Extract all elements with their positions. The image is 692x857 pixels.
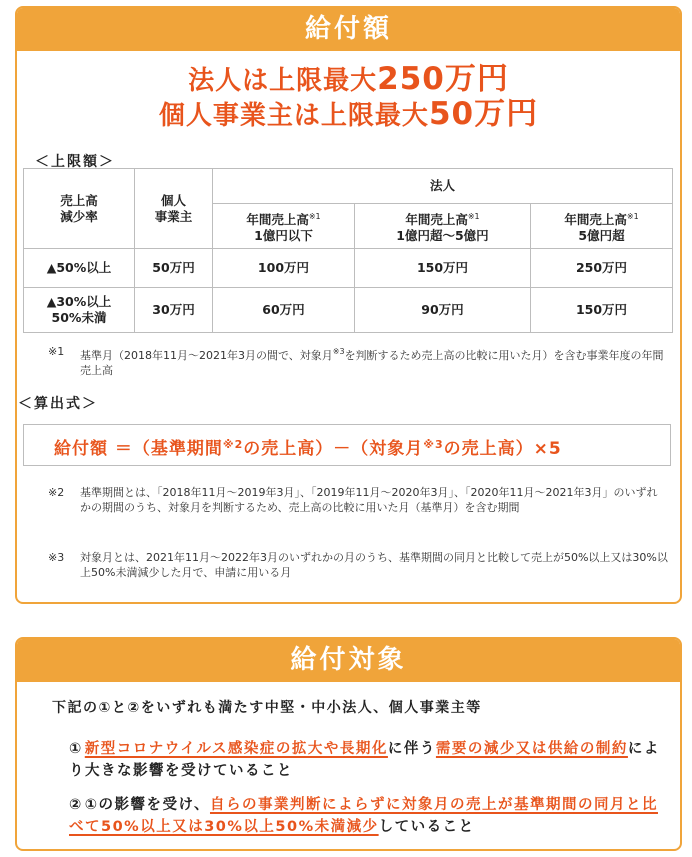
headline-prefix-corp: 法人は上限最大 [188, 66, 378, 96]
eligibility-card [15, 637, 682, 851]
headline-amount-individual: 50万円 [428, 96, 539, 132]
subheader-1: 年間売上高$^{※1}$ 1億円以下 [213, 204, 355, 249]
section-title: 給付対象 [17, 639, 680, 682]
limit-table [23, 168, 673, 333]
table-row: ▲50%以上 50万円 100万円 150万円 250万円 [24, 249, 673, 288]
note-1: ※1 基準月（2018年11月～2021年3月の間で、対象月$^{※3}$を判断するため売上高の比較に用いた月）を含む事業年度の年間売上高 [48, 345, 664, 377]
condition-1: ① 新型コロナウイルス感染症の拡大や長期化に伴う需要の減少又は供給の制約により大きな影響を受けていること [69, 741, 660, 779]
headline-amount-corp: 250万円 [377, 61, 509, 97]
eligibility-lead: 下記の①と②をいずれも満たす中堅・中小法人、個人事業主等 [52, 700, 482, 716]
formula-box: 給付額 ＝（基準期間$^{※2}$の売上高）－（対象月$^{※3}$の売上高）×5 [23, 424, 671, 466]
header-corp: 法人 [213, 169, 673, 204]
header-rate: 売上高 減少率 [24, 169, 135, 249]
subheader-3: 年間売上高$^{※1}$ 5億円超 [531, 204, 673, 249]
condition-2: ② ①の影響を受け、自らの事業判断によらずに対象月の売上が基準期間の同月と比べて50%以上又は30%以上50%未満減少していること [69, 797, 658, 835]
section-title: 給付額 [17, 8, 680, 51]
subheader-2: 年間売上高$^{※1}$ 1億円超～5億円 [354, 204, 530, 249]
note-3: ※3 対象月とは、2021年11月～2022年3月のいずれかの月のうち、基準期間の同月と比較して売上が50%以上又は30%以上50%未満減少した月で、申請に用いる月 [48, 551, 668, 579]
headline [17, 63, 680, 133]
header-individual: 個人 事業主 [135, 169, 213, 249]
formula-heading: ＜算出式＞ [18, 396, 98, 412]
limit-heading: ＜上限額＞ [35, 154, 115, 170]
headline-prefix-individual: 個人事業主は上限最大 [158, 101, 429, 131]
table-row: ▲30%以上 50%未満 30万円 60万円 90万円 150万円 [24, 288, 673, 333]
note-2: ※2 基準期間とは、「2018年11月～2019年3月」、「2019年11月～2020年3月」、「2020年11月～2021年3月」のいずれかの期間のうち、対象月を判断するため、売上高の比較に用いた月（基準月）を含む期間 [48, 486, 658, 514]
